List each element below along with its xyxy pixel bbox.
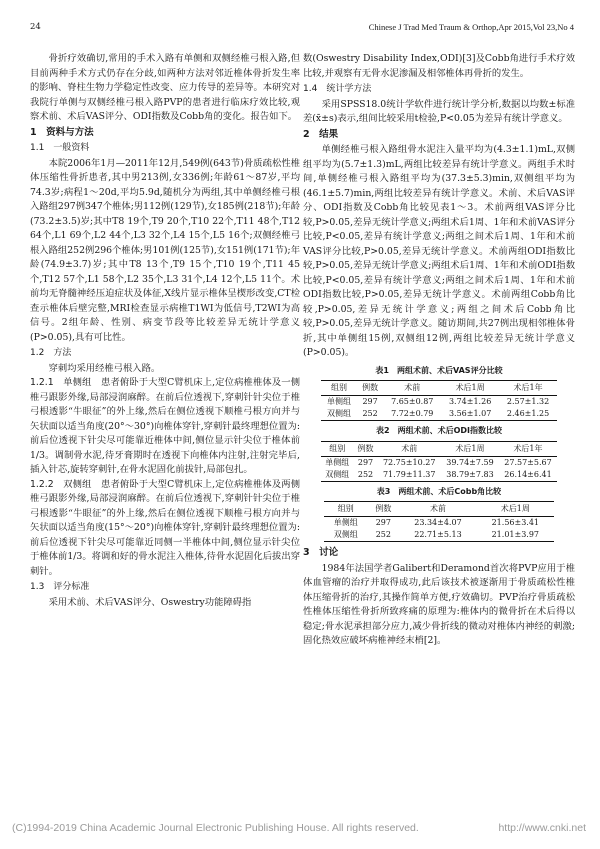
table-row [321,469,557,482]
discussion-paragraph: 1984年法国学者Galibert和Deramond首次将PVP应用于椎体血管瘤的治疗并取得成功,此后该技术被逐渐用于骨质疏松性椎体压缩骨折的治疗,其操作简单方便,疗效确切。PVP治疗骨质疏松性椎体压缩性骨折所致疼痛的原理为:椎体内的微骨折在术后得以稳定;骨水泥承担部分应力,减少骨折线的微动对椎体内神经的刺激;固化热效应破坏病椎神经末梢[2]。 [303,562,575,646]
table-cell: 3.74±1.26 [448,397,492,406]
column-header: 术前 [399,502,476,517]
subsection-heading-general-data: 1.1 一般资料 [30,143,90,153]
running-header [30,22,574,36]
table-cell: 3.56±1.07 [441,408,499,421]
table-row [321,408,557,421]
table-cell: 单侧组 [326,397,351,406]
column-header: 术后1周 [477,502,554,517]
table-cell: 单侧组 [333,518,358,527]
table-cell: 双侧组 [324,529,367,542]
table-cell: 26.14±6.41 [499,469,557,482]
table-cell: 21.56±3.41 [491,518,540,527]
intro-paragraph: 骨折疗效确切,常用的手术入路有单侧和双侧经椎弓根入路,但目前两种手术方式仍存在分歧,如两种方法对邻近椎体骨折发生率的影响、脊柱生物力学稳定性改变、应力传导的差异等。本研究对我院行单侧与双侧经椎弓根入路PVP的患者进行临床疗效比较,观察术前、术后VAS评分、ODI指数及Cobb角的变化。报告如下。 [30,53,300,122]
column-header: 组别 [321,381,357,396]
column-header: 组别 [321,441,354,456]
subsection-heading-scoring: 1.3 评分标准 [30,582,90,592]
page-number: 24 [30,22,41,32]
scoring-paragraph-continued: 数(Oswestry Disability Index,ODI)[3]及Cobb角进行手术疗效比较,并观察有无骨水泥渗漏及相邻椎体再骨折的发生。 [303,53,575,79]
table-cell: 7.72±0.79 [383,408,441,421]
table-cell: 23.34±4.07 [414,518,462,527]
table3-caption: 表3 两组术前、术后Cobb角比较 [376,486,502,496]
table-cell: 单侧组 [325,457,350,467]
bilateral-group-paragraph [30,478,300,580]
right-column [303,52,575,649]
section-heading-discussion: 3 讨论 [303,547,339,558]
column-header: 术后1周 [441,381,499,396]
column-header: 组别 [324,502,367,517]
general-data-paragraph: 本院2006年1月—2011年12月,549例(643节)骨质疏松性椎体压缩性骨折患者,其中男213例,女336例;年龄61～87岁,平均74.3岁;病程1～20d,平均5.9d,随机分为两组,其中单侧经椎弓根入路组297例347个椎体;男112例(129节),女185例(218节);年龄(73.2±3.5)岁;其中T8 19个,T9 20个,T10 22个,T11 48个,T12 64个,L1 69个,L2 44个,L3 32个,L4 15个,L5 16个;双侧经椎弓根入路组252例296个椎体;男101例(125节),女151例(171节);年龄(74.9±3.7)岁;其中T8 13个,T9 15个,T10 19个,T11 45个,T12 57个,L1 58个,L2 35个,L3 31个,L4 12个,L5 11个。术前均无脊髓神经压迫症状及体征,X线片显示椎体呈楔形改变,CT检查示椎体后壁完整,MRI检查显示病椎T1WI为低信号,T2WI为高信号。2组年龄、性别、病变节段等比较差异无统计学意义(P>0.05),具有可比性。 [30,157,300,343]
section-heading-materials-methods: 1 资料与方法 [30,126,94,138]
table-header-row [321,381,557,396]
scoring-paragraph: 采用术前、术后VAS评分、Oswestry功能障碍指 [48,596,252,608]
column-header: 例数 [367,502,399,517]
table1-caption: 表1 两组术前、术后VAS评分比较 [375,365,503,375]
column-header: 例数 [354,441,378,456]
table2-caption: 表2 两组术前、术后ODI指数比较 [376,426,502,435]
table-cell: 252 [367,529,399,542]
table-cell: 72.75±10.27 [382,457,436,467]
table-cell: 2.46±1.25 [499,408,557,421]
statistics-paragraph: 采用SPSS18.0统计学软件进行统计学分析,数据以均数±标准差(x̄±s)表示,组间比较采用t检验,P<0.05为差异有统计学意义。 [303,98,575,124]
subsection-heading-statistics: 1.4 统计学方法 [303,84,372,94]
table-cell: 38.79±7.83 [441,469,499,482]
odi-index-table [321,441,557,482]
table-cell: 252 [354,469,378,482]
table-row [324,529,554,542]
methods-paragraph: 穿刺均采用经椎弓根入路。 [48,362,161,374]
page-footer [0,822,600,836]
table-header-row [321,441,557,456]
table-cell: 21.01±3.97 [477,529,554,542]
column-header: 例数 [357,381,383,396]
table-cell: 双侧组 [321,408,357,421]
table-row [321,456,557,469]
table-cell: 2.57±1.32 [506,397,550,406]
column-header: 术前 [383,381,441,396]
table-cell: 297 [375,518,391,527]
cnki-link[interactable]: http://www.cnki.net [498,822,586,834]
column-header: 术后1年 [499,441,557,456]
table-cell: 27.57±5.67 [504,457,552,467]
column-header: 术前 [377,441,441,456]
table-cell: 252 [357,408,383,421]
column-header: 术后1年 [499,381,557,396]
table-cell: 71.79±11.37 [377,469,441,482]
table-cell: 297 [362,397,378,406]
subsection-heading-methods: 1.2 方法 [30,348,72,358]
copyright-notice: (C)1994-2019 China Academic Journal Electronic Publishing House. All rights reserved. [12,822,419,834]
cobb-angle-table [324,501,554,542]
table-cell: 39.74±7.59 [446,457,494,467]
unilateral-group-text: 患者俯卧于大型C臂机床上,定位病椎椎体及一侧椎弓跟影外缘,局部浸润麻醉。在前后位透视下,穿刺针针尖位于椎弓根透影“牛眼征”的外上缘,然后在侧位透视下顺椎弓根方向并与矢状面以适当角度(20°～30°)向椎体穿针,穿刺针最终理想位置为:前后位透视下针尖尽可能靠近椎体中间,侧位显示针尖位于椎体前1/3。调制骨水泥,待牙膏期时在透视下向椎体内注射,注射完毕后,插入针芯,旋转穿刺针,在骨水泥固化前拔针,局部包扎。 [30,377,300,475]
section-heading-results: 2 结果 [303,128,339,140]
table-cell: 7.65±0.87 [391,397,434,406]
journal-citation: Chinese J Trad Med Traum & Orthop,Apr 2015,Vol 23,No 4 [368,22,574,32]
unilateral-group-paragraph [30,376,300,478]
bilateral-group-text: 患者俯卧于大型C臂机床上,定位病椎椎体及两侧椎弓跟影外缘,局部浸润麻醉。在前后位透视下,穿刺针针尖位于椎弓根透影“牛眼征”的外上缘,然后在侧位透视下顺椎弓根方向并与矢状面以适当角度(15°～20°)向椎体穿针,穿刺针最终理想位置为:前后位透视下针尖尽可能靠近同侧一半椎体中间,侧位显示针尖位于椎体前1/3。将调和好的骨水泥注入椎体,待骨水泥固化后拔出穿刺针。 [30,478,300,577]
table-row [324,517,554,530]
bilateral-group-heading: 1.2.2 双侧组 [30,478,92,490]
table-header-row [324,502,554,517]
table-row [321,396,557,409]
column-header: 术后1周 [441,441,499,456]
table-cell: 297 [357,457,374,467]
table-cell: 双侧组 [321,469,354,482]
table-cell: 22.71±5.13 [399,529,476,542]
left-column [30,52,300,610]
unilateral-group-heading: 1.2.1 单侧组 [30,377,92,388]
results-paragraph: 单侧经椎弓根入路组骨水泥注入量平均为(4.3±1.1)mL,双侧组平均为(5.7±1.3)mL,两组比较差异有统计学意义。两组手术时间,单侧经椎弓根入路组平均为(37.3±5.3)min,双侧组平均为(46.1±5.7)min,两组比较差异有统计学意义。术前、术后VAS评分、ODI指数及Cobb角比较见表1～3。术前两组VAS评分比较,P>0.05,差异无统计学意义;两组术后1周、1年和术前VAS评分比较,P<0.05,差异有统计学意义;两组之间术后1周、1年和术前VAS评分比较,P>0.05,差异无统计学意义。术前两组ODI指数比较,P>0.05,差异无统计学意义;两组术后1周、1年和术前ODI指数比较,P<0.05,差异有统计学意义;两组之间术后1周、1年和术前ODI指数比较,P>0.05,差异无统计学意义。术前两组Cobb角比较,P>0.05,差异无统计学意义;两组之间术后Cobb角比较,P>0.05,差异无统计学意义。随访期间,共27例出现相邻椎体骨折,其中单侧组15例,双侧组12例,两组比较差异无统计学意义(P>0.05)。 [303,144,575,358]
vas-score-table [321,380,557,421]
